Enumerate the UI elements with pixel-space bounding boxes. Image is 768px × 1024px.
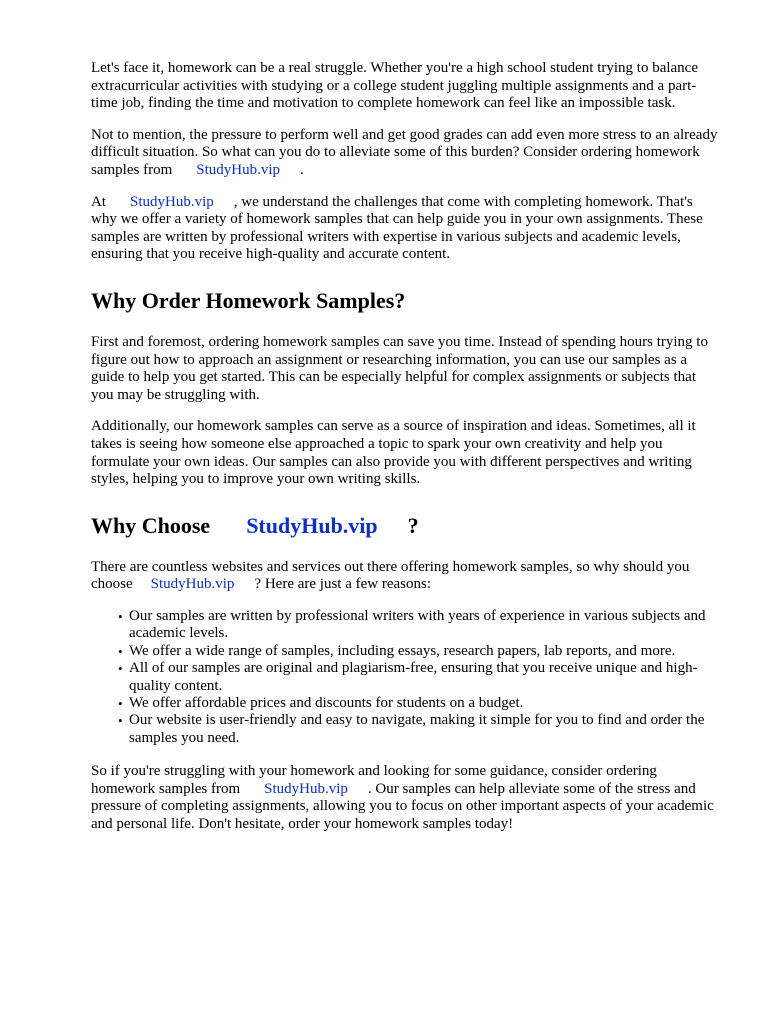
bullet-icon: • [118, 713, 123, 729]
reasons-list [91, 608, 718, 747]
closing-start: So if you're struggling with your homework and looking for some guidance, consider ordering homework samples from [91, 763, 657, 797]
burden-text: Not to mention, the pressure to perform well and get good grades can add even more stress to an already difficult situation. So what can you do to alleviate some of this burden? Consider ordering homework samples from [91, 126, 718, 178]
save-time-text: First and foremost, ordering homework samples can save you time. Instead of spending hours trying to figure out how to approach an assignment or researching information, you can use our samples as a guide to help you get started. This can be especially helpful for complex assignments or subjects that you may be struggling with. [91, 333, 708, 403]
closing-paragraph [91, 763, 718, 833]
about-start: At [91, 193, 106, 210]
bullet-icon: • [118, 661, 123, 677]
bullet-icon: • [118, 608, 123, 624]
list-item-text: We offer affordable prices and discounts for students on a budget. [129, 694, 524, 711]
studyhub-link-2[interactable]: StudyHub.vip [130, 193, 214, 210]
studyhub-link-heading[interactable]: StudyHub.vip [246, 512, 378, 538]
list-item [118, 712, 718, 747]
bullet-icon: • [118, 695, 123, 711]
inspiration-paragraph [91, 418, 718, 488]
list-item [118, 607, 718, 643]
why-order-heading: Why Order Homework Samples? [91, 287, 406, 313]
intro-paragraph [91, 60, 718, 113]
closing-end: . Our samples can help alleviate some of the stress and pressure of completing assignments, allowing you to focus on other important aspects of your academic and personal life. Don't hesitate, order your homework samples today! [91, 780, 714, 832]
inspiration-text: Additionally, our homework samples can serve as a source of inspiration and ideas. Sometimes, all it takes is seeing how someone else approached a topic to spark your own creativity and help you formulate your own ideas. Our samples can also provide you with different perspectives and writing styles, helping you to improve your own writing skills. [91, 418, 696, 488]
why-choose-start: Why Choose [91, 512, 211, 538]
studyhub-link-4[interactable]: StudyHub.vip [264, 780, 348, 797]
list-item [118, 694, 718, 712]
list-item-text: We offer a wide range of samples, including essays, research papers, lab reports, and more. [129, 642, 676, 659]
list-item [118, 660, 718, 695]
studyhub-link-3[interactable]: StudyHub.vip [150, 576, 235, 593]
list-item [118, 642, 718, 660]
studyhub-link-1[interactable]: StudyHub.vip [196, 161, 280, 178]
why-choose-end: ? [407, 512, 419, 538]
reasons-paragraph [91, 559, 718, 594]
burden-paragraph [91, 127, 718, 180]
intro-text: Let's face it, homework can be a real struggle. Whether you're a high school student trying to balance extracurricular activities with studying or a college student juggling multiple assignments and a part-time job, finding the time and motivation to complete homework can feel like an impossible task. [91, 60, 699, 112]
list-item-text: All of our samples are original and plagiarism-free, ensuring that you receive unique and high-quality content. [129, 660, 698, 694]
about-paragraph [91, 194, 718, 264]
about-text: , we understand the challenges that come with completing homework. That's why we offer a variety of homework samples that can help guide you in your own assignments. These samples are written by professional writers with expertise in various subjects and academic levels, ensuring that you receive high-quality and accurate content. [91, 193, 703, 263]
burden-end: . [300, 161, 304, 178]
list-item-text: Our website is user-friendly and easy to navigate, making it simple for you to find and order the samples you need. [129, 712, 705, 746]
reasons-end: ? Here are just a few reasons: [254, 576, 432, 593]
save-time-paragraph [91, 334, 718, 404]
bullet-icon: • [118, 643, 123, 659]
why-choose-heading [91, 513, 718, 539]
reasons-start: There are countless websites and services out there offering homework samples, so why should you choose [91, 558, 690, 593]
list-item-text: Our samples are written by professional writers with years of experience in various subjects and academic levels. [129, 607, 706, 642]
